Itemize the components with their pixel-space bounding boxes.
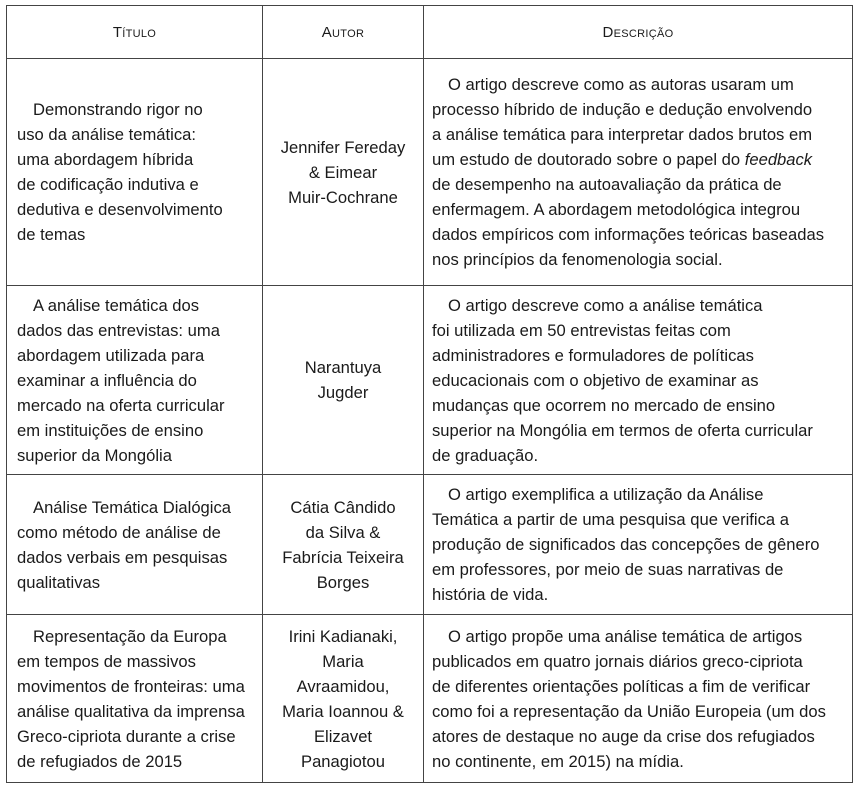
- desc-line: processo híbrido de indução e dedução envolvendo: [432, 100, 813, 119]
- author-line: Maria Ioannou &: [282, 701, 404, 721]
- title-cell: [7, 286, 263, 475]
- table-row: [7, 475, 853, 615]
- title-line: movimentos de fronteiras: uma: [17, 676, 245, 696]
- title-cell: [7, 615, 263, 783]
- title-line: em tempos de massivos: [17, 651, 196, 671]
- desc-line: foi utilizada em 50 entrevistas feitas com: [432, 320, 731, 340]
- author-line: Muir-Cochrane: [288, 187, 398, 207]
- desc-line: produção de significados das concepções de gênero: [432, 535, 820, 554]
- title-line: de codificação indutiva e: [17, 175, 199, 194]
- title-line: em instituições de ensino: [17, 420, 204, 440]
- author-line: Elizavet: [313, 726, 373, 746]
- desc-line: publicados em quatro jornais diários greco-cipriota: [432, 651, 803, 671]
- description-cell: [424, 475, 853, 615]
- title-line: examinar a influência do: [17, 370, 197, 390]
- desc-line: administradores e formuladores de políticas: [432, 345, 754, 365]
- title-line: mercado na oferta curricular: [17, 395, 225, 415]
- author-line: Maria: [322, 651, 364, 671]
- desc-line: como foi a representação da União Europeia (um dos: [432, 701, 826, 721]
- desc-line: [432, 147, 844, 172]
- title-line: A análise temática dos: [33, 295, 200, 315]
- author-cell: [263, 475, 424, 615]
- author-line: Panagiotou: [301, 751, 385, 771]
- author-line: Narantuya: [304, 358, 382, 377]
- table-row: [7, 615, 853, 783]
- description-cell: [424, 286, 853, 475]
- title-line: uma abordagem híbrida: [17, 150, 194, 169]
- author-line: Cátia Cândido: [290, 497, 396, 517]
- title-line: dados das entrevistas: uma: [17, 320, 220, 340]
- title-line: dados verbais em pesquisas: [17, 547, 228, 567]
- author-cell: [263, 615, 424, 783]
- desc-line: O artigo propõe uma análise temática de artigos: [448, 626, 803, 646]
- desc-line-text: um estudo de doutorado sobre o papel do: [432, 150, 745, 169]
- title-line: abordagem utilizada para: [17, 345, 205, 365]
- title-line: de temas: [17, 225, 86, 244]
- title-line: Análise Temática Dialógica: [33, 497, 231, 517]
- desc-line: de graduação.: [432, 445, 539, 465]
- table-row: [7, 59, 853, 286]
- title-line: qualitativas: [17, 572, 101, 592]
- desc-line: de desempenho na autoavaliação da prática de: [432, 175, 782, 194]
- desc-line: O artigo exemplifica a utilização da Análise: [448, 485, 764, 504]
- title-line: Representação da Europa: [33, 626, 227, 646]
- title-line: dedutiva e desenvolvimento: [17, 200, 223, 219]
- header-titulo: Título: [7, 6, 263, 59]
- author-line: da Silva &: [305, 522, 381, 542]
- author-line: & Eimear: [308, 162, 378, 182]
- desc-line: O artigo descreve como as autoras usaram um: [448, 75, 794, 94]
- desc-line: dados empíricos com informações teóricas baseadas: [432, 225, 824, 244]
- desc-line: O artigo descreve como a análise temática: [448, 295, 763, 315]
- author-line: Jugder: [317, 383, 369, 402]
- desc-line: superior na Mongólia em termos de oferta curricular: [432, 420, 813, 440]
- header-autor: Autor: [263, 6, 424, 59]
- desc-line: a análise temática para interpretar dados brutos em: [432, 125, 813, 144]
- desc-line: educacionais com o objetivo de examinar as: [432, 370, 759, 390]
- desc-line: nos princípios da fenomenologia social.: [432, 250, 723, 269]
- title-line: de refugiados de 2015: [17, 751, 183, 771]
- desc-line: atores de destaque no auge da crise dos refugiados: [432, 726, 815, 746]
- desc-line: enfermagem. A abordagem metodológica integrou: [432, 200, 801, 219]
- title-line: análise qualitativa da imprensa: [17, 701, 245, 721]
- desc-line: Temática a partir de uma pesquisa que verifica a: [432, 510, 789, 529]
- author-line: Borges: [316, 572, 370, 592]
- desc-line: história de vida.: [432, 585, 549, 604]
- author-line: Avraamidou,: [296, 676, 390, 696]
- articles-table: [6, 5, 853, 783]
- desc-line: em professores, por meio de suas narrativas de: [432, 560, 784, 579]
- header-descricao: Descrição: [424, 6, 853, 59]
- description-cell: [424, 59, 853, 286]
- desc-line: de diferentes orientações políticas a fim de verificar: [432, 676, 811, 696]
- title-cell: [7, 475, 263, 615]
- author-line: Jennifer Fereday: [280, 137, 406, 157]
- author-cell: [263, 59, 424, 286]
- title-line: uso da análise temática:: [17, 125, 196, 144]
- title-line: Greco-cipriota durante a crise: [17, 726, 236, 746]
- title-line: superior da Mongólia: [17, 445, 172, 465]
- table-row: [7, 286, 853, 475]
- feedback-term: feedback: [744, 150, 813, 169]
- title-line: como método de análise de: [17, 522, 221, 542]
- desc-line: mudanças que ocorrem no mercado de ensino: [432, 395, 776, 415]
- title-line: Demonstrando rigor no: [33, 100, 203, 119]
- author-cell: [263, 286, 424, 475]
- desc-line: no continente, em 2015) na mídia.: [432, 751, 684, 771]
- author-line: Fabrícia Teixeira: [282, 547, 404, 567]
- description-cell: [424, 615, 853, 783]
- header-row: [7, 6, 853, 59]
- author-line: Irini Kadianaki,: [288, 626, 398, 646]
- title-cell: [7, 59, 263, 286]
